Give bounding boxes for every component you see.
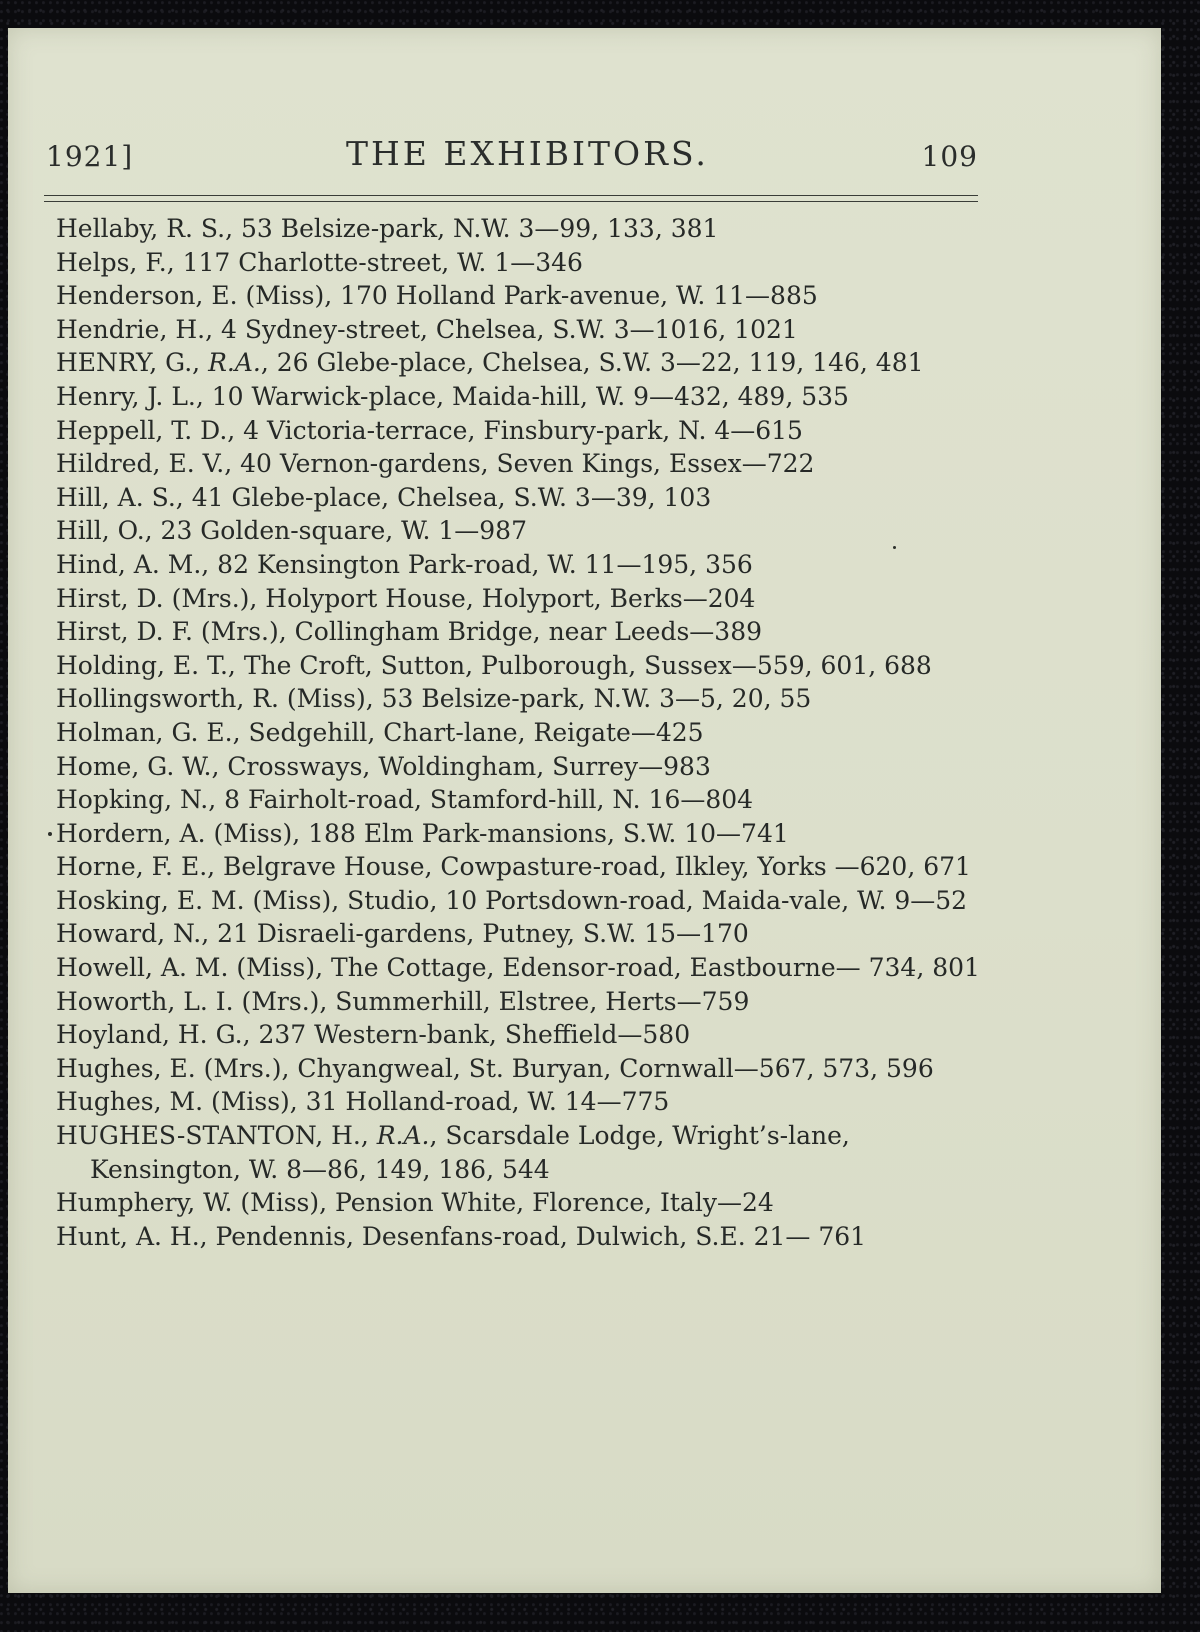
entry-text: Henry, J. L., 10 Warwick-place, Maida-hill, W. 9—432, 489, 535 bbox=[56, 381, 849, 411]
exhibitor-entry bbox=[56, 212, 1001, 246]
exhibitor-entry bbox=[56, 548, 1001, 582]
book-page bbox=[8, 28, 1161, 1593]
exhibitor-list bbox=[56, 212, 1001, 1253]
entry-text: Hunt, A. H., Pendennis, Desenfans-road, Dulwich, S.E. 21— 761 bbox=[56, 1221, 867, 1251]
exhibitor-entry bbox=[56, 1085, 1001, 1119]
exhibitor-entry bbox=[56, 884, 1001, 918]
entry-text-continued: , Scarsdale Lodge, Wright’s-lane, Kensington, W. 8—86, 149, 186, 544 bbox=[90, 1121, 850, 1184]
entry-text: Holding, E. T., The Croft, Sutton, Pulborough, Sussex—559, 601, 688 bbox=[56, 650, 932, 680]
entry-text: Howell, A. M. (Miss), The Cottage, Edensor-road, Eastbourne— 734, 801 bbox=[56, 953, 980, 983]
entry-text: Humphery, W. (Miss), Pension White, Florence, Italy—24 bbox=[56, 1188, 774, 1218]
print-speck bbox=[893, 546, 896, 549]
print-speck bbox=[48, 832, 52, 836]
exhibitor-entry bbox=[56, 783, 1001, 817]
entry-text: Hollingsworth, R. (Miss), 53 Belsize-park, N.W. 3—5, 20, 55 bbox=[56, 684, 812, 714]
exhibitor-entry bbox=[56, 850, 1001, 884]
exhibitor-entry bbox=[56, 246, 1001, 280]
entry-text: Hill, O., 23 Golden-square, W. 1—987 bbox=[56, 516, 527, 546]
entry-honorific: R.A. bbox=[376, 1121, 430, 1151]
entry-text: Hirst, D. F. (Mrs.), Collingham Bridge, near Leeds—389 bbox=[56, 617, 763, 647]
page-number: 109 bbox=[921, 140, 978, 173]
entry-text: Hughes, E. (Mrs.), Chyangweal, St. Buryan, Cornwall—567, 573, 596 bbox=[56, 1053, 934, 1083]
entry-text-continued: , 26 Glebe-place, Chelsea, S.W. 3—22, 119, 146, 481 bbox=[260, 348, 924, 378]
exhibitor-entry bbox=[56, 346, 1001, 380]
entry-honorific: R.A. bbox=[208, 348, 261, 378]
exhibitor-entry bbox=[56, 917, 1001, 951]
exhibitor-entry bbox=[56, 649, 1001, 683]
entry-text: Hind, A. M., 82 Kensington Park-road, W. 11—195, 356 bbox=[56, 549, 753, 579]
header-title: THE EXHIBITORS. bbox=[346, 134, 709, 173]
entry-text: Hughes, M. (Miss), 31 Holland-road, W. 14—775 bbox=[56, 1087, 670, 1117]
entry-text: Howard, N., 21 Disraeli-gardens, Putney, S.W. 15—170 bbox=[56, 919, 749, 949]
entry-text: HUGHES-STANTON, H., bbox=[56, 1121, 377, 1151]
entry-text: Henderson, E. (Miss), 170 Holland Park-avenue, W. 11—885 bbox=[56, 281, 818, 311]
exhibitor-entry bbox=[56, 279, 1001, 313]
entry-text: Hirst, D. (Mrs.), Holyport House, Holyport, Berks—204 bbox=[56, 583, 756, 613]
exhibitor-entry bbox=[56, 615, 1001, 649]
exhibitor-entry bbox=[56, 951, 1001, 985]
exhibitor-entry bbox=[56, 716, 1001, 750]
exhibitor-entry bbox=[56, 1220, 1001, 1254]
exhibitor-entry bbox=[56, 985, 1001, 1019]
exhibitor-entry bbox=[56, 817, 1001, 851]
entry-text: Hildred, E. V., 40 Vernon-gardens, Seven Kings, Essex—722 bbox=[56, 449, 815, 479]
exhibitor-entry bbox=[56, 682, 1001, 716]
exhibitor-entry bbox=[56, 481, 1001, 515]
entry-text: Howorth, L. I. (Mrs.), Summerhill, Elstree, Herts—759 bbox=[56, 986, 750, 1016]
entry-text: Hoyland, H. G., 237 Western-bank, Sheffield—580 bbox=[56, 1020, 691, 1050]
entry-text: Horne, F. E., Belgrave House, Cowpasture-road, Ilkley, Yorks —620, 671 bbox=[56, 852, 971, 882]
entry-text: Hopking, N., 8 Fairholt-road, Stamford-hill, N. 16—804 bbox=[56, 785, 754, 815]
exhibitor-entry bbox=[56, 750, 1001, 784]
entry-text: Holman, G. E., Sedgehill, Chart-lane, Reigate—425 bbox=[56, 717, 704, 747]
exhibitor-entry bbox=[56, 414, 1001, 448]
exhibitor-entry bbox=[56, 447, 1001, 481]
entry-text: HENRY, G., bbox=[56, 348, 209, 378]
exhibitor-entry bbox=[56, 313, 1001, 347]
exhibitor-entry bbox=[56, 1052, 1001, 1086]
exhibitor-entry bbox=[56, 514, 1001, 548]
entry-text: Helps, F., 117 Charlotte-street, W. 1—346 bbox=[56, 247, 583, 277]
running-header bbox=[46, 120, 978, 180]
entry-text: Hill, A. S., 41 Glebe-place, Chelsea, S.W. 3—39, 103 bbox=[56, 482, 712, 512]
entry-text: Hosking, E. M. (Miss), Studio, 10 Portsdown-road, Maida-vale, W. 9—52 bbox=[56, 885, 968, 915]
entry-text: Heppell, T. D., 4 Victoria-terrace, Finsbury-park, N. 4—615 bbox=[56, 415, 803, 445]
exhibitor-entry bbox=[56, 1186, 1001, 1220]
exhibitor-entry bbox=[56, 1018, 1001, 1052]
entry-text: Hordern, A. (Miss), 188 Elm Park-mansions, S.W. 10—741 bbox=[56, 818, 789, 848]
exhibitor-entry bbox=[56, 1119, 1001, 1186]
header-rule bbox=[44, 195, 978, 202]
entry-text: Hendrie, H., 4 Sydney-street, Chelsea, S.W. 3—1016, 1021 bbox=[56, 314, 798, 344]
entry-text: Hellaby, R. S., 53 Belsize-park, N.W. 3—99, 133, 381 bbox=[56, 214, 719, 243]
header-year: 1921] bbox=[46, 140, 134, 173]
entry-text: Home, G. W., Crossways, Woldingham, Surrey—983 bbox=[56, 751, 711, 781]
exhibitor-entry bbox=[56, 380, 1001, 414]
exhibitor-entry bbox=[56, 582, 1001, 616]
